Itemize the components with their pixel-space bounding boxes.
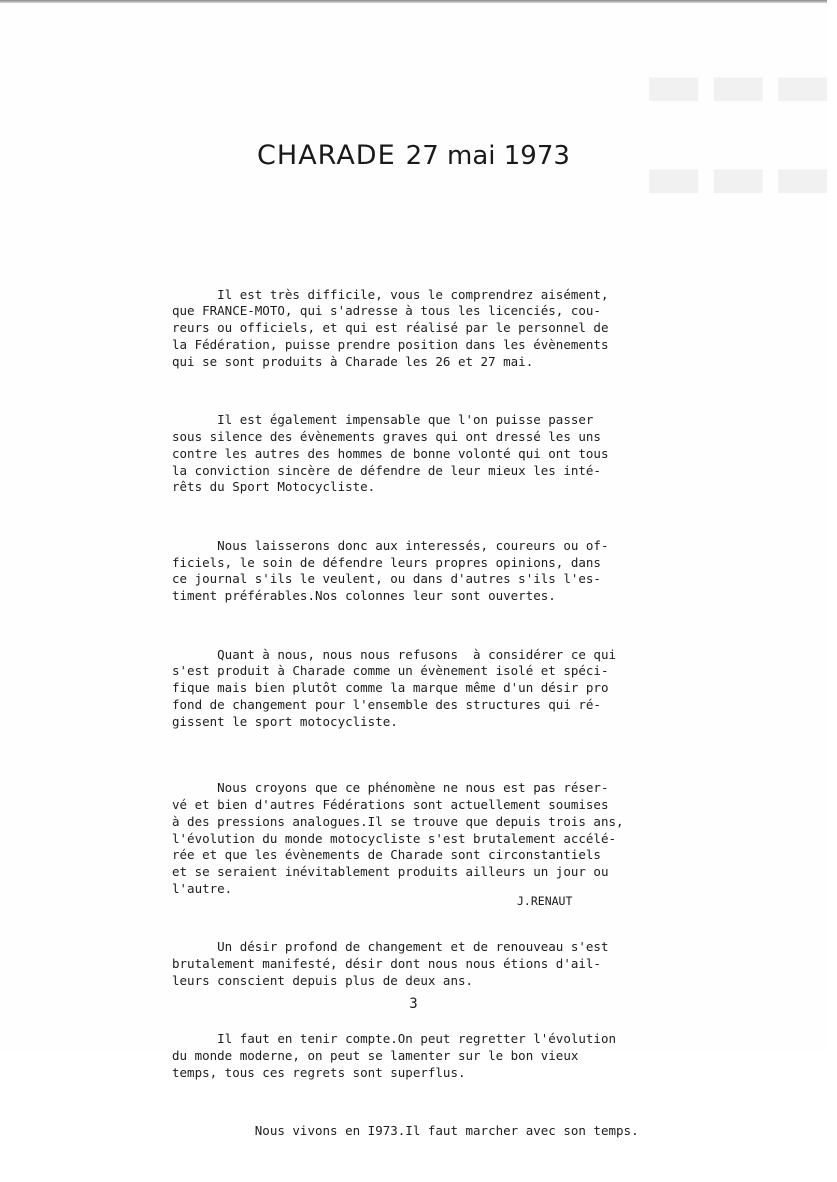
bleed-through-shadow-top: ▬▬▬ — [643, 48, 837, 122]
page-number: 3 — [409, 996, 418, 1012]
article-title — [0, 140, 827, 171]
paragraph-6: Un désir profond de changement et de renouveau s'est brutalement manifesté, désir dont nous nous étions d'ail- leurs conscient depuis plus de deux ans. — [172, 939, 609, 988]
closing-line: Nous vivons en I973.Il faut marcher avec son temps. — [172, 1123, 639, 1139]
author-signature: J.RENAUT — [517, 894, 573, 908]
title-text: CHARADE — [257, 140, 396, 171]
paragraph-3: Nous laisserons donc aux interessés, coureurs ou of- ficiels, le soin de défendre leurs propres opinions, dans ce journal s'ils le veulent, ou dans d'autres s'ils l'es- timent préférables.Nos colonnes leur sont ouvertes. — [172, 537, 609, 604]
paragraph-7: Il faut en tenir compte.On peut regretter l'évolution du monde moderne, on peut se lamenter sur le bon vieux temps, tous ces regrets sont superflus. — [172, 1031, 617, 1080]
page-top-edge — [0, 0, 827, 3]
article-body — [172, 253, 692, 1182]
bleed-through-shadow-bottom: ▬▬▬ — [643, 140, 837, 214]
paragraph-5: Nous croyons que ce phénomène ne nous est pas réser- vé et bien d'autres Fédérations sont actuellement soumises à des pressions analogues.Il se trouve que depuis trois ans, l'évolution du monde motocycliste s'est brutalement accélé- rée et que les évènements de Charade sont circonstantiels et se seraient inévitablement produits ailleurs un jour ou l'autre. — [172, 780, 624, 896]
paragraph-2: Il est également impensable que l'on puisse passer sous silence des évènements graves qui ont dressé les uns contre les autres des hommes de bonne volonté qui ont tous la conviction sincère de défendre de leur mieux les inté- rêts du Sport Motocycliste. — [172, 412, 609, 495]
paragraph-4: Quant à nous, nous nous refusons à considérer ce qui s'est produit à Charade comme un évènement isolé et spéci- fique mais bien plutôt comme la marque même d'un désir pro fond de changement pour l'ensemble des structures qui ré- gissent le sport motocycliste. — [172, 646, 617, 729]
paragraph-1: Il est très difficile, vous le comprendrez aisément, que FRANCE-MOTO, qui s'adresse à tous les licenciés, cou- reurs ou officiels, et qui est réalisé par le personnel de la Fédération, puisse prendre position dans les évènements qui se sont produits à Charade les 26 et 27 mai. — [172, 286, 609, 369]
title-date: 27 mai 1973 — [405, 141, 570, 171]
